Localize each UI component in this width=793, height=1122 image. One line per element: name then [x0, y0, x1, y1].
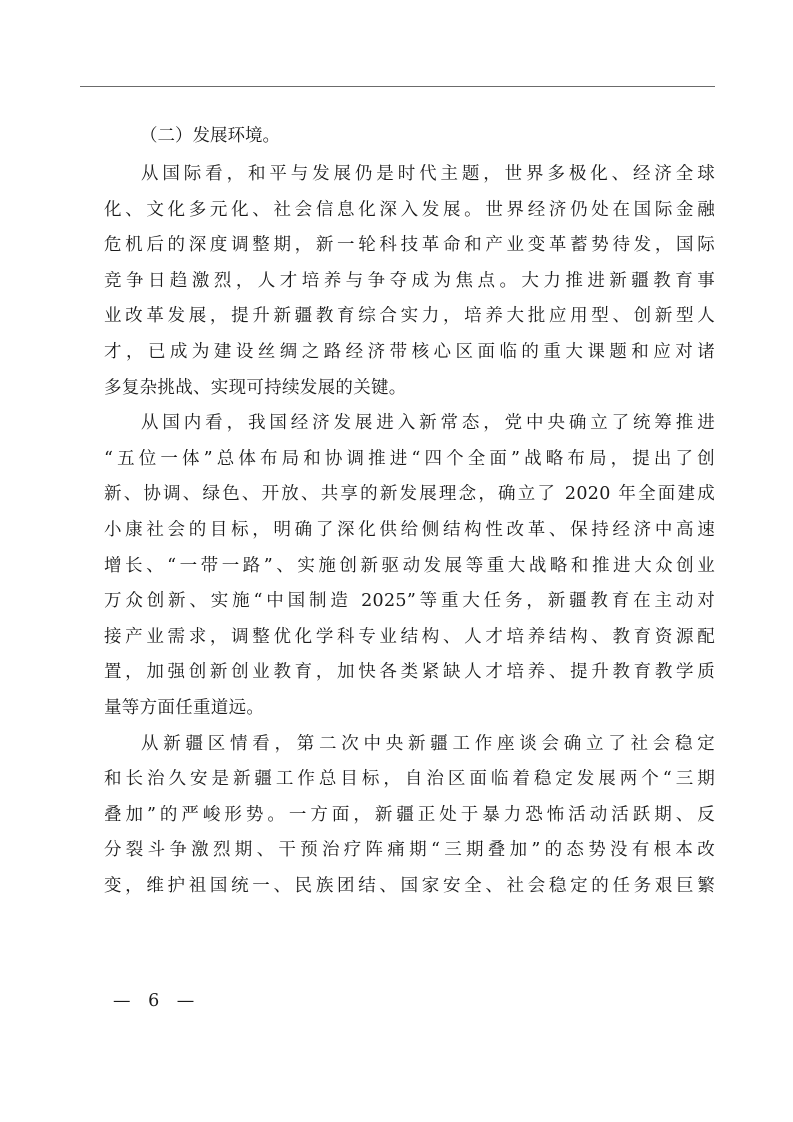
text-line: 才，已成为建设丝绸之路经济带核心区面临的重大课题和应对诸	[104, 341, 715, 362]
text-line: 增长、“一带一路”、实施创新驱动发展等重大战略和推进大众创业	[104, 555, 715, 576]
text-line: 危机后的深度调整期，新一轮科技革命和产业变革蓄势待发，国际	[104, 235, 715, 256]
text-line: 叠加”的严峻形势。一方面，新疆正处于暴力恐怖活动活跃期、反	[104, 804, 715, 825]
paragraph-international	[104, 157, 715, 406]
paragraph-xinjiang	[104, 727, 715, 905]
text-line: 接产业需求，调整优化学科专业结构、人才培养结构、教育资源配	[104, 626, 715, 647]
text-line: 竞争日趋激烈，人才培养与争夺成为焦点。大力推进新疆教育事	[104, 270, 715, 291]
section-heading: （二）发展环境。	[140, 126, 280, 146]
page-number: — 6 —	[113, 991, 201, 1011]
text-line: 和长治久安是新疆工作总目标，自治区面临着稳定发展两个“三期	[104, 769, 715, 790]
text-line: 量等方面任重道远。	[104, 697, 265, 718]
header-rule	[80, 86, 715, 87]
text-line: 从国际看，和平与发展仍是时代主题，世界多极化、经济全球	[141, 164, 715, 184]
text-line: 业改革发展，提升新疆教育综合实力，培养大批应用型、创新型人	[104, 306, 715, 327]
text-line: 变，维护祖国统一、民族团结、国家安全、社会稳定的任务艰巨繁	[104, 875, 715, 896]
text-line: “五位一体”总体布局和协调推进“四个全面”战略布局，提出了创	[104, 448, 715, 469]
body-text	[104, 121, 715, 904]
text-line: 分裂斗争激烈期、干预治疗阵痛期“三期叠加”的态势没有根本改	[104, 840, 715, 861]
text-line: 从国内看，我国经济发展进入新常态，党中央确立了统筹推进	[141, 413, 715, 434]
text-line: 新、协调、绿色、开放、共享的新发展理念，确立了 2020 年全面建成	[104, 484, 715, 505]
text-line: 置，加强创新创业教育，加快各类紧缺人才培养、提升教育教学质	[104, 662, 715, 683]
text-line: 万众创新、实施“中国制造 2025”等重大任务，新疆教育在主动对	[104, 591, 715, 612]
paragraph-domestic	[104, 406, 715, 726]
text-line: 小康社会的目标，明确了深化供给侧结构性改革、保持经济中高速	[104, 519, 715, 540]
text-line: 从新疆区情看，第二次中央新疆工作座谈会确立了社会稳定	[141, 733, 715, 754]
text-line: 化、文化多元化、社会信息化深入发展。世界经济仍处在国际金融	[104, 199, 715, 220]
text-line: 多复杂挑战、实现可持续发展的关键。	[104, 377, 407, 398]
